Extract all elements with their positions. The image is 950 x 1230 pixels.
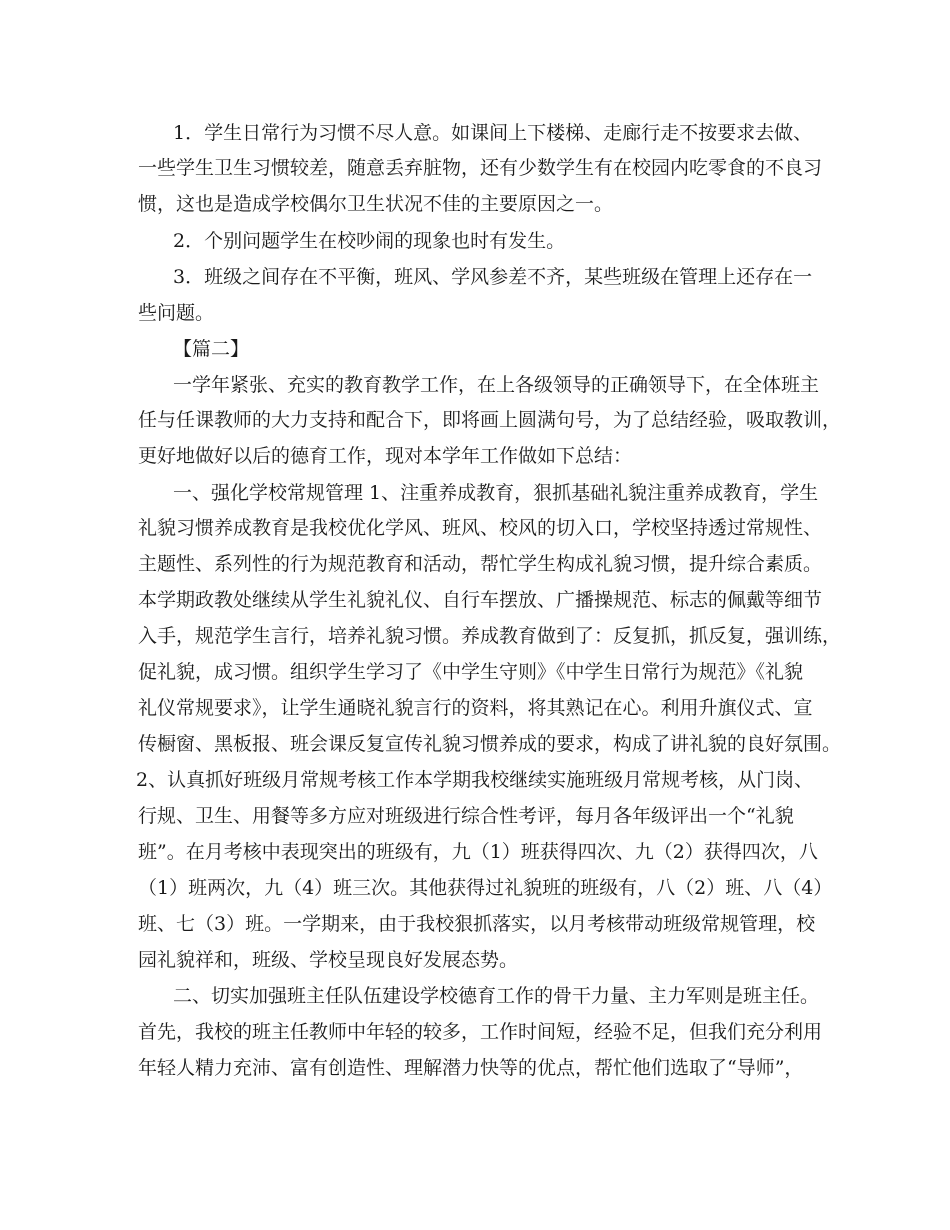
text-line: 任与任课教师的大力支持和配合下，即将画上圆满句号，为了总结经验，吸取教训， xyxy=(138,409,842,431)
text-line: 更好地做好以后的德育工作，现对本学年工作做如下总结： xyxy=(138,445,633,467)
text-line: 一些学生卫生习惯较差，随意丢弃脏物，还有少数学生有在校园内吃零食的不良习 xyxy=(138,157,823,179)
text-line: 促礼貌，成习惯。组织学生学习了《中学生守则》《中学生日常行为规范》《礼貌 xyxy=(138,661,804,683)
text-line: 一、强化学校常规管理 1、注重养成教育，狠抓基础礼貌注重养成教育，学生 xyxy=(173,482,819,504)
text-line: 主题性、系列性的行为规范教育和活动，帮忙学生构成礼貌习惯，提升综合素质。 xyxy=(138,553,823,575)
text-line: 礼仪常规要求》，让学生通晓礼貌言行的资料，将其熟记在心。利用升旗仪式、宣 xyxy=(138,697,813,719)
text-line: 二、切实加强班主任队伍建设学校德育工作的骨干力量、主力军则是班主任。 xyxy=(173,985,820,1007)
text-line: 入手，规范学生言行，培养礼貌习惯。养成教育做到了：反复抓，抓反复，强训练， xyxy=(138,625,842,647)
text-line: 班”。在月考核中表现突出的班级有，九（1）班获得四次、九（2）获得四次，八 xyxy=(138,841,818,863)
text-line: 园礼貌祥和，班级、学校呈现良好发展态势。 xyxy=(138,949,519,971)
text-line: 礼貌习惯养成教育是我校优化学风、班风、校风的切入口，学校坚持透过常规性、 xyxy=(138,517,823,539)
text-line: 本学期政教处继续从学生礼貌礼仪、自行车摆放、广播操规范、标志的佩戴等细节 xyxy=(138,589,823,611)
text-line: （1）班两次，九（4）班三次。其他获得过礼貌班的班级有，八（2）班、八（4） xyxy=(138,877,833,899)
text-line: 首先，我校的班主任教师中年轻的较多，工作时间短，经验不足，但我们充分利用 xyxy=(138,1021,823,1043)
text-line: 年轻人精力充沛、富有创造性、理解潜力快等的优点，帮忙他们选取了“导师”， xyxy=(138,1057,804,1079)
text-line: 惯，这也是造成学校偶尔卫生状况不佳的主要原因之一。 xyxy=(138,193,614,215)
text-line: 3．班级之间存在不平衡，班风、学风参差不齐，某些班级在管理上还存在一 xyxy=(173,266,813,288)
text-line: 一学年紧张、充实的教育教学工作，在上各级领导的正确领导下，在全体班主 xyxy=(173,374,820,396)
section-heading: 【篇二】 xyxy=(173,338,250,360)
text-line: 传橱窗、黑板报、班会课反复宣传礼貌习惯养成的要求，构成了讲礼貌的良好氛围。 xyxy=(138,733,842,755)
text-line: 1．学生日常行为习惯不尽人意。如课间上下楼梯、走廊行走不按要求去做、 xyxy=(173,122,813,144)
text-line: 些问题。 xyxy=(138,302,215,324)
text-line: 行规、卫生、用餐等多方应对班级进行综合性考评，每月各年级评出一个“礼貌 xyxy=(138,805,794,827)
text-line: 2、认真抓好班级月常规考核工作本学期我校继续实施班级月常规考核，从门岗、 xyxy=(136,769,814,791)
text-line: 2．个别问题学生在校吵闹的现象也时有发生。 xyxy=(173,230,566,252)
text-line: 班、七（3）班。一学期来，由于我校狠抓落实，以月考核带动班级常规管理，校 xyxy=(138,913,816,935)
